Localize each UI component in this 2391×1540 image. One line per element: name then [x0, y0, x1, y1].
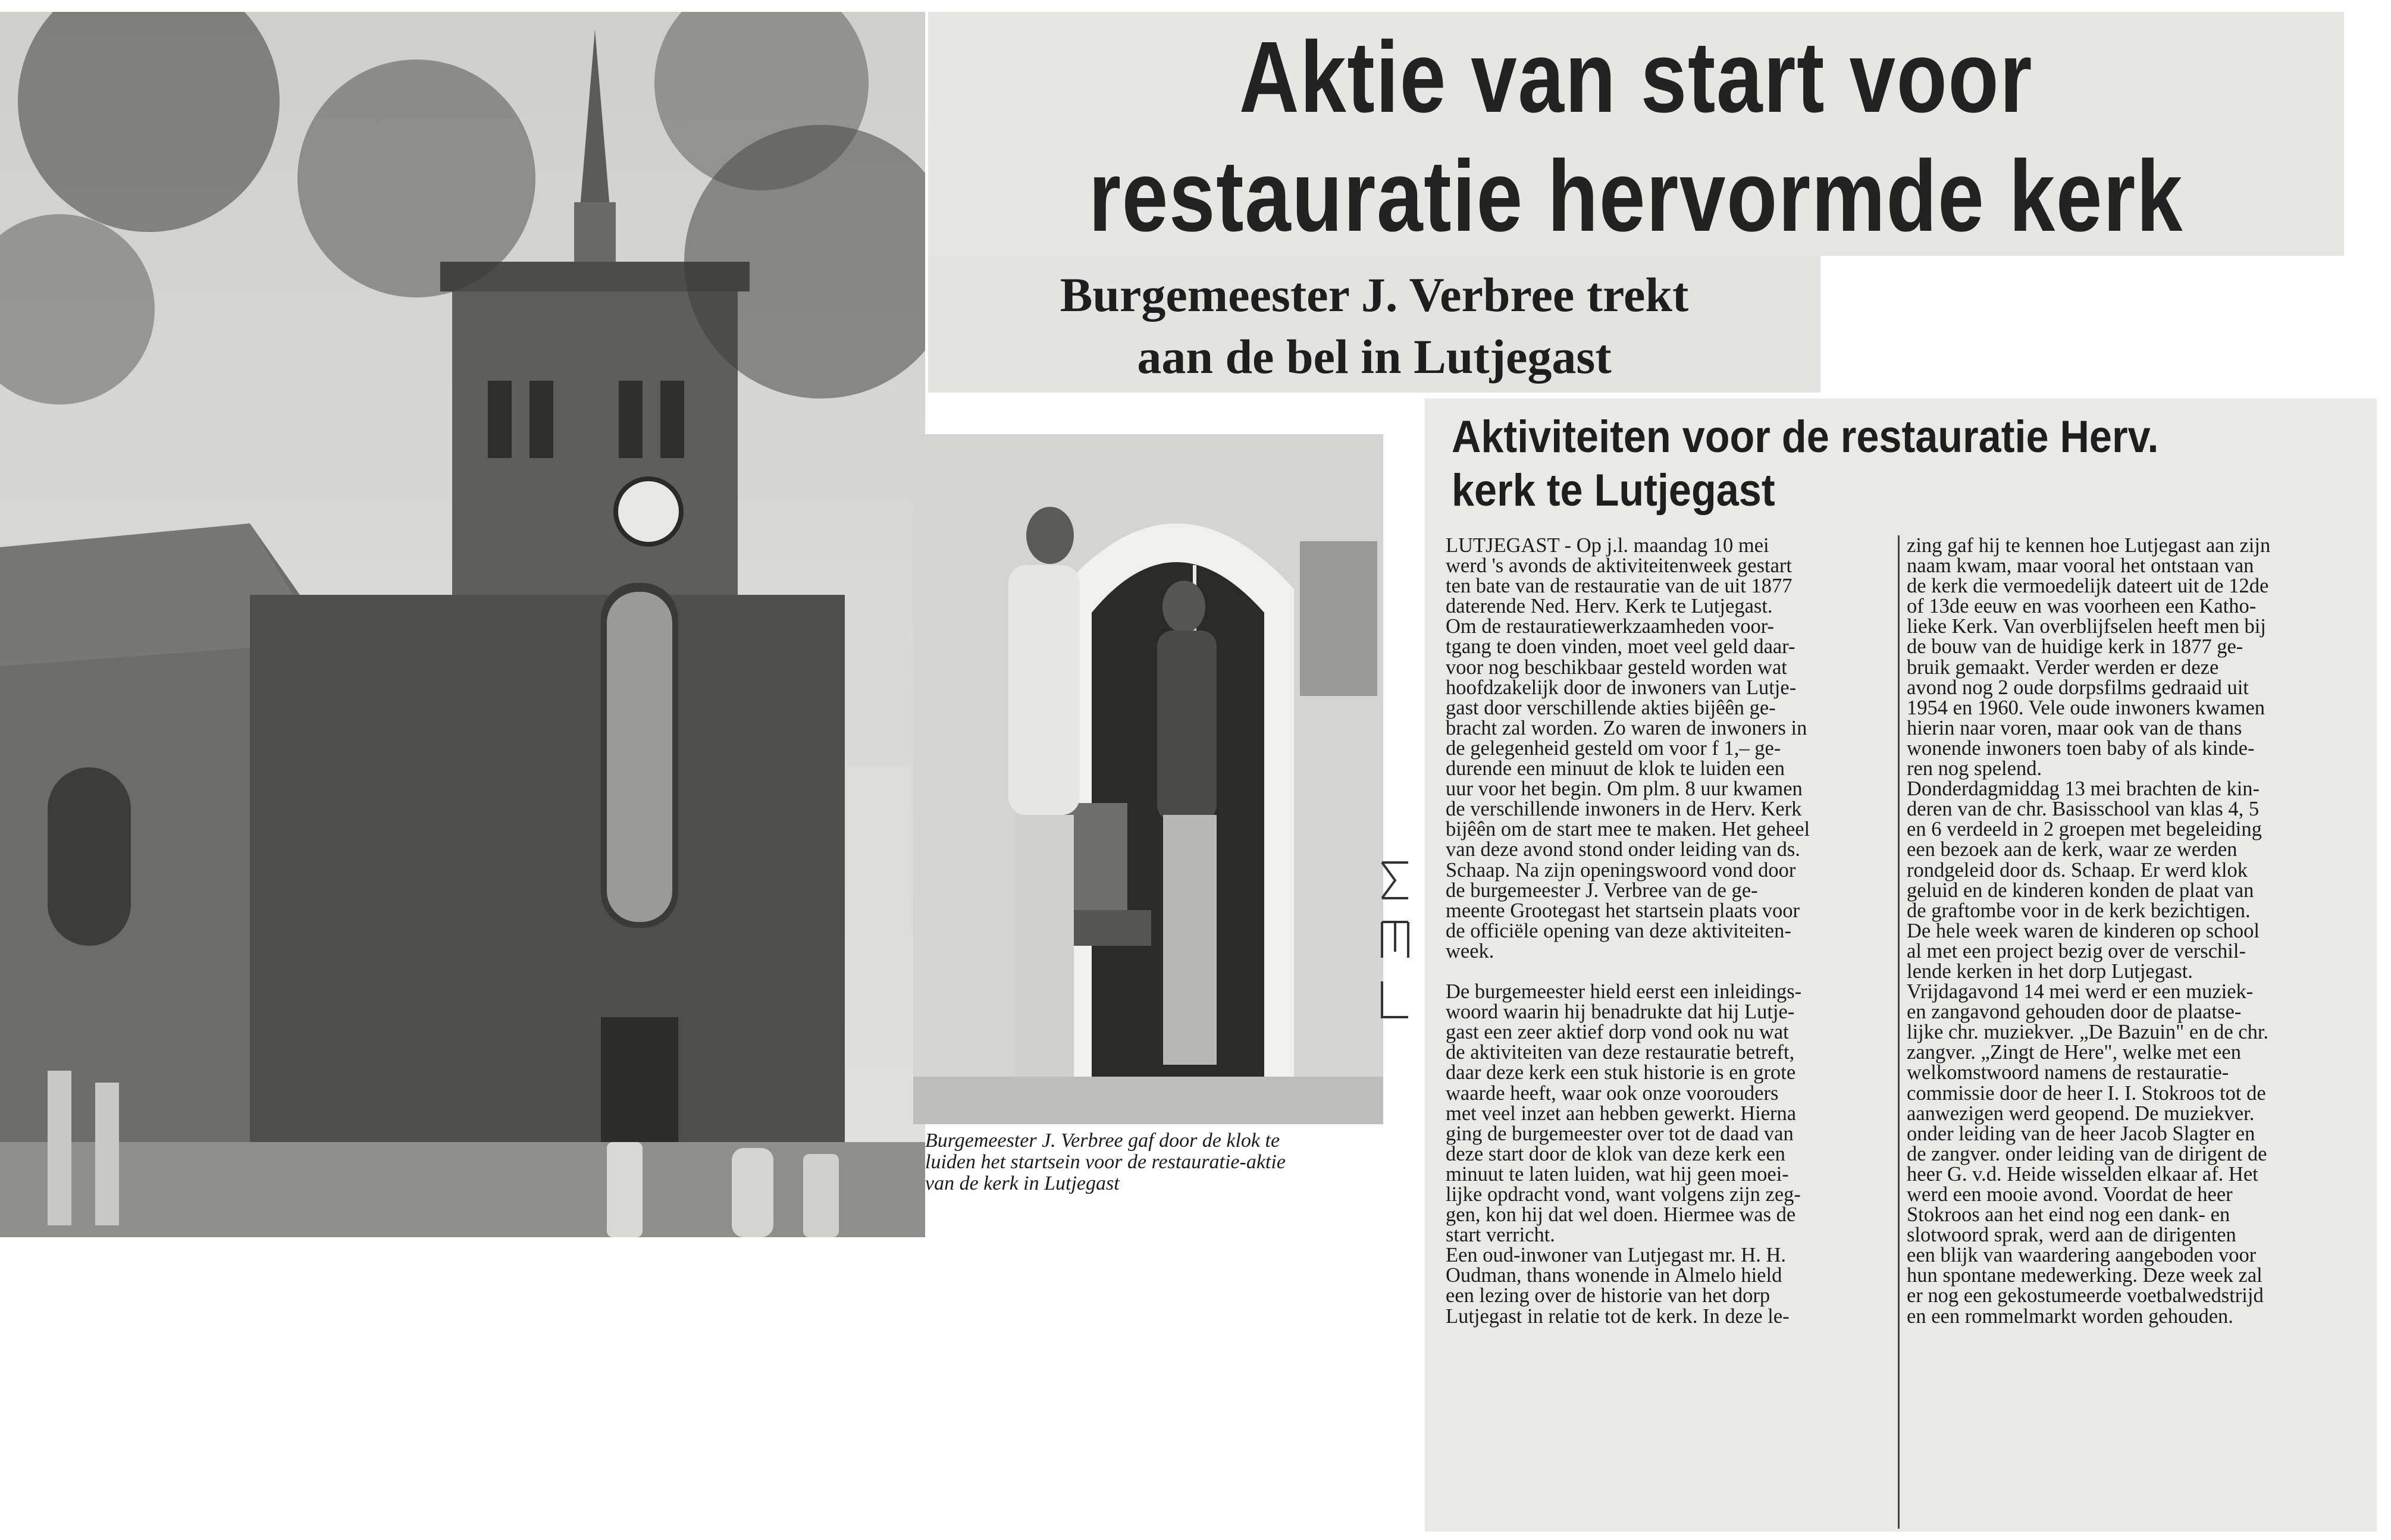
article-line: ten bate van de restauratie van de uit 1877: [1446, 575, 1793, 598]
article-line: bruik gemaakt. Verder werden er deze: [1907, 655, 2219, 679]
church-photo-svg: [0, 12, 925, 1237]
stamp-svg: [1377, 857, 1413, 1035]
article-line: 1954 en 1960. Vele oude inwoners kwamen: [1907, 696, 2265, 719]
article-line: bijêên om de start mee te maken. Het geheel: [1446, 818, 1810, 841]
article-line: en 6 verdeeld in 2 groepen met begeleiding: [1907, 818, 2262, 841]
article-line: woord waarin hij benadrukte dat hij Lutje-: [1446, 1000, 1795, 1024]
article-line: Stokroos aan het eind nog een dank- en: [1907, 1203, 2230, 1227]
article-line: ren nog spelend.: [1907, 757, 2042, 780]
article-line: LUTJEGAST - Op j.l. maandag 10 mei: [1446, 535, 1769, 557]
article-line: er nog een gekostumeerde voetbalwedstrijd: [1907, 1284, 2264, 1307]
article-line: lijke opdracht vond, want volgens zijn zeg-: [1446, 1183, 1801, 1206]
church-photo: [0, 12, 925, 1237]
bell-ringing-photo: [913, 434, 1383, 1124]
article-line: welkomstwoord namens de restauratie-: [1907, 1061, 2229, 1084]
headline-line-1: Aktie van start voor: [1239, 21, 2033, 134]
caption-line-2: luiden het startsein voor de restauratie-aktie: [925, 1151, 1286, 1173]
article-line: naam kwam, maar vooral het ontstaan van: [1907, 554, 2254, 578]
article-line: Oudman, thans wonende in Almelo hield: [1446, 1264, 1782, 1287]
article-line: Lutjegast in relatie tot de kerk. In deze le-: [1446, 1304, 1790, 1328]
article-line: Om de restauratiewerkzaamheden voor-: [1446, 615, 1774, 638]
article-line: onder leiding van de heer Jacob Slagter en: [1907, 1122, 2255, 1145]
article-line: deren van de chr. Basisschool van klas 4, 5: [1907, 798, 2260, 821]
article-line: de burgemeester J. Verbree van de ge-: [1446, 879, 1758, 902]
article-line: al met een project bezig over de verschil-: [1907, 939, 2246, 962]
article-title-line-2: kerk te Lutjegast: [1452, 465, 1775, 516]
article-line: gen, kon hij dat wel doen. Hiermee was de: [1446, 1203, 1796, 1227]
subheadline: [928, 256, 1820, 393]
article-line: start verricht.: [1446, 1224, 1555, 1247]
article-line: gast door verschillende akties bijêên ge-: [1446, 696, 1776, 719]
caption-line-3: van de kerk in Lutjegast: [925, 1172, 1120, 1194]
article-line: rondgeleid door ds. Schaap. Er werd klok: [1907, 858, 2248, 882]
article-line: lieke Kerk. Van overblijfselen heeft men bij: [1907, 615, 2266, 638]
article-line: waarde heeft, waar ook onze voorouders: [1446, 1081, 1779, 1105]
article-line: de officiële opening van deze aktiviteiten-: [1446, 919, 1791, 942]
article-line: en een rommelmarkt worden gehouden.: [1907, 1304, 2233, 1328]
article-line: de verschillende inwoners in de Herv. Kerk: [1446, 798, 1802, 821]
article-line: aanwezigen werd geopend. De muziekver.: [1907, 1102, 2255, 1125]
article-line: de zangver. onder leiding van de dirigent de: [1907, 1142, 2267, 1165]
article-line: Een oud-inwoner van Lutjegast mr. H. H.: [1446, 1244, 1786, 1267]
article-line: Schaap. Na zijn openingswoord vond door: [1446, 858, 1796, 882]
article-line: een lezing over de historie van het dorp: [1446, 1284, 1770, 1307]
article-line: van deze avond stond onder leiding van ds.: [1446, 838, 1800, 861]
article-line: de aktiviteiten van deze restauratie betreft,: [1446, 1041, 1795, 1064]
article-line: en zangavond gehouden door de plaatse-: [1907, 1000, 2242, 1024]
article-line: met veel inzet aan hebben gewerkt. Hierna: [1446, 1102, 1797, 1125]
article-line: zangver. „Zingt de Here", welke met een: [1907, 1041, 2241, 1064]
article-line: commissie door de heer I. I. Stokroos tot de: [1907, 1081, 2266, 1105]
article-line: een blijk van waardering aangeboden voor: [1907, 1244, 2257, 1267]
article-line: een bezoek aan de kerk, waar ze werden: [1907, 838, 2238, 861]
article-line: hoofdzakelijk door de inwoners van Lutje-: [1446, 676, 1797, 699]
article-line: wonende inwoners toen baby of als kinde-: [1907, 736, 2255, 760]
article-line: daar deze kerk een stuk historie is en grote: [1446, 1061, 1796, 1084]
article-line: uur voor het begin. Om plm. 8 uur kwamen: [1446, 777, 1803, 801]
article-line: hun spontane medewerking. Deze week zal: [1907, 1264, 2262, 1287]
article-column-1: [1446, 535, 1892, 1529]
handwritten-stamp: [1377, 857, 1413, 1035]
article-line: meente Grootegast het startsein plaats voor: [1446, 899, 1800, 922]
column-separator: [1898, 535, 1900, 1529]
caption-line-1: Burgemeester J. Verbree gaf door de klok te: [925, 1130, 1280, 1152]
article-line: geluid en de kinderen konden de plaat van: [1907, 879, 2254, 902]
article-column-2: [1907, 535, 2371, 1529]
bell-ringing-photo-svg: [913, 434, 1383, 1124]
article-line: ging de burgemeester over tot de daad van: [1446, 1122, 1794, 1145]
article-line: de gelegenheid gesteld om voor f 1,– ge-: [1446, 736, 1781, 760]
article-line: minuut te laten luiden, wat hij geen moei-: [1446, 1162, 1789, 1185]
article-line: bracht zal worden. Zo waren de inwoners in: [1446, 716, 1807, 739]
article-line: gast een zeer aktief dorp vond ook nu wat: [1446, 1021, 1789, 1044]
article-line: hierin naar voren, maar ook van de thans: [1907, 716, 2242, 739]
headline-banner: [928, 12, 2344, 256]
article-title: [1452, 410, 2233, 529]
article-line: [1446, 961, 1892, 981]
article-line: daterende Ned. Herv. Kerk te Lutjegast.: [1446, 595, 1773, 618]
article-line: De hele week waren de kinderen op school: [1907, 919, 2260, 942]
article-line: Donderdagmiddag 13 mei brachten de kin-: [1907, 777, 2260, 801]
article-line: lende kerken in het dorp Lutjegast.: [1907, 959, 2193, 983]
article-title-line-1: Aktiviteiten voor de restauratie Herv.: [1452, 412, 2159, 462]
article-line: de kerk die vermoedelijk dateert uit de 12de: [1907, 575, 2269, 598]
article-line: of 13de eeuw en was voorheen een Katho-: [1907, 595, 2257, 618]
article-line: voor nog beschikbaar gesteld worden wat: [1446, 655, 1787, 679]
article-line: week.: [1446, 939, 1494, 962]
article-line: lijke chr. muziekver. „De Bazuin" en de chr.: [1907, 1021, 2269, 1044]
subheadline-line-1: Burgemeester J. Verbree trekt: [1060, 268, 1689, 322]
article-line: Vrijdagavond 14 mei werd er een muziek-: [1907, 980, 2254, 1003]
article-line: durende een minuut de klok te luiden een: [1446, 757, 1785, 780]
article-line: zing gaf hij te kennen hoe Lutjegast aan zijn: [1907, 535, 2271, 557]
article-line: de graftombe voor in de kerk bezichtigen.: [1907, 899, 2251, 922]
article-line: tgang te doen vinden, moet veel geld daar-: [1446, 635, 1795, 658]
article-line: avond nog 2 oude dorpsfilms gedraaid uit: [1907, 676, 2249, 699]
article-line: werd een mooie avond. Voordat de heer: [1907, 1183, 2233, 1206]
article-line: heer G. v.d. Heide wisselden elkaar af. Het: [1907, 1162, 2258, 1185]
headline-line-2: restauratie hervormde kerk: [1088, 140, 2184, 253]
article-line: slotwoord sprak, werd aan de dirigenten: [1907, 1224, 2236, 1247]
subheadline-line-2: aan de bel in Lutjegast: [1137, 330, 1612, 384]
article-line: de bouw van de huidige kerk in 1877 ge-: [1907, 635, 2243, 658]
photo-caption: [925, 1130, 1389, 1194]
article-line: deze start door de klok van deze kerk een: [1446, 1142, 1785, 1165]
article-line: werd 's avonds de aktiviteitenweek gestart: [1446, 554, 1792, 578]
article-line: De burgemeester hield eerst een inleidings-: [1446, 980, 1802, 1003]
